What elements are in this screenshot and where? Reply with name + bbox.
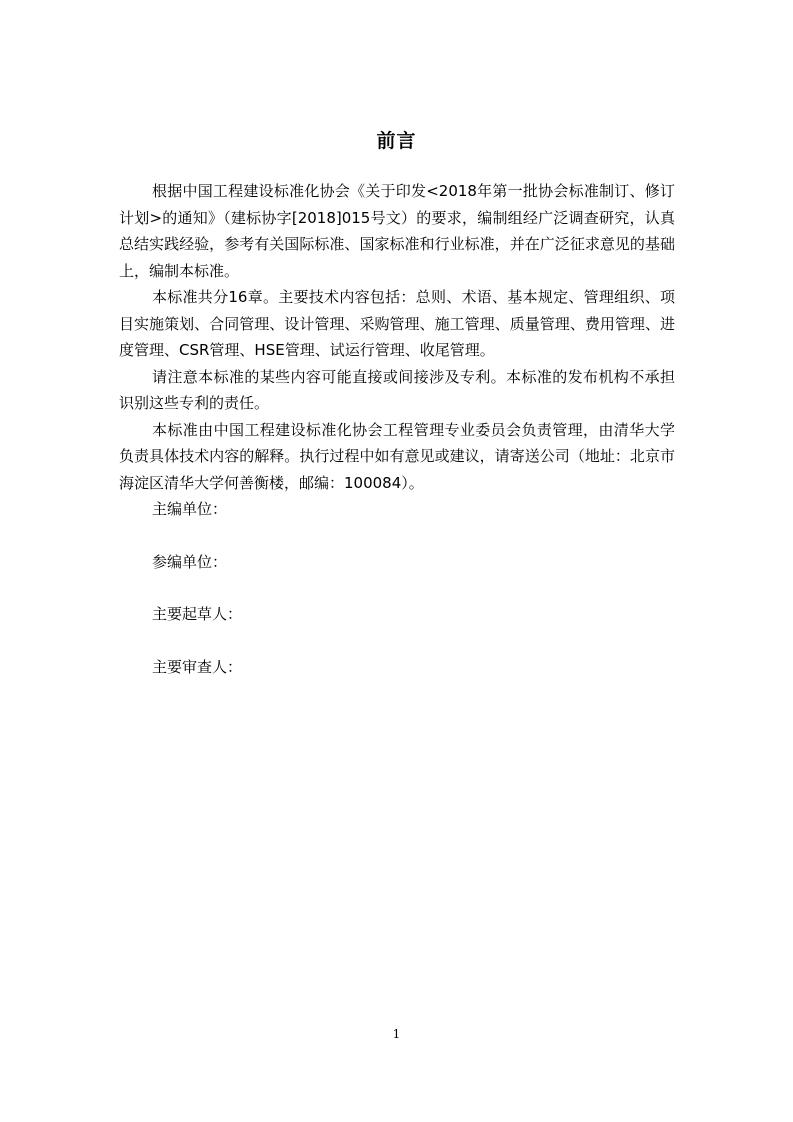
field-main-reviewers: 主要审查人： — [152, 657, 243, 676]
page-title: 前言 — [376, 130, 417, 152]
paragraph-management: 本标准由中国工程建设标准化协会工程管理专业委员会负责管理，由清华大学负责具体技术内容的解释。执行过程中如有意见或建议，请寄送公司（地址：北京市海淀区清华大学何善衡楼，邮编：100084）。 — [119, 420, 675, 492]
paragraph-patent-notice: 请注意本标准的某些内容可能直接或间接涉及专利。本标准的发布机构不承担识别这些专利的责任。 — [119, 367, 675, 412]
document-body — [119, 178, 675, 680]
paragraph-contents: 本标准共分16章。主要技术内容包括：总则、术语、基本规定、管理组织、项目实施策划、合同管理、设计管理、采购管理、施工管理、质量管理、费用管理、进度管理、CSR管理、HSE管理、试运行管理、收尾管理。 — [119, 288, 675, 359]
paragraph-basis: 根据中国工程建设标准化协会《关于印发<2018年第一批协会标准制订、修订计划>的通知》（建标协字[2018]015号文）的要求，编制组经广泛调查研究，认真总结实践经验，参考有关国际标准、国家标准和行业标准，并在广泛征求意见的基础上，编制本标准。 — [119, 182, 675, 280]
field-chief-editor-unit: 主编单位： — [152, 500, 228, 518]
page-number: 1 — [392, 1027, 401, 1041]
field-participating-unit: 参编单位： — [152, 552, 228, 571]
field-main-drafters: 主要起草人： — [152, 605, 243, 623]
